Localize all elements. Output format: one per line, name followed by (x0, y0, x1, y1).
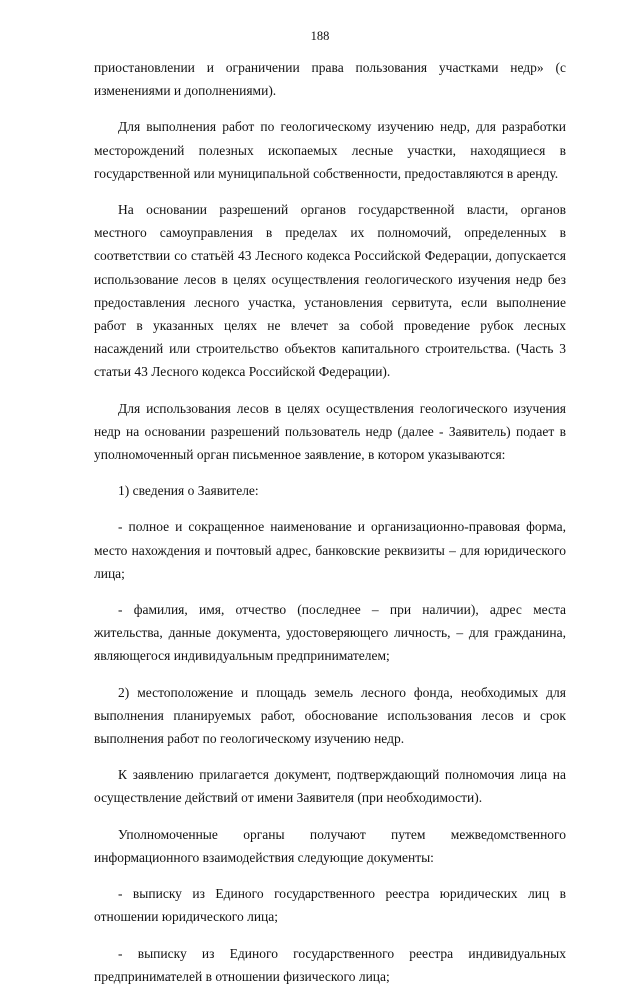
list-item: - фамилия, имя, отчество (последнее – при наличии), адрес места жительства, данные документа, удостоверяющего личность, – для гражданина, являющегося индивидуальным предпринимателем; (94, 602, 566, 664)
paragraph: На основании разрешений органов государственной власти, органов местного самоуправления в пределах их полномочий, определенных в соответствии со статьёй 43 Лесного кодекса Российской Федерации, допускается использование лесов в целях осуществления геологического изучения недр без предоставления лесного участка, установления сервитута, если выполнение работ в указанных целях не влечет за собой проведение рубок лесных насаждений или строительство объектов капитального строительства. (Часть 3 статьи 43 Лесного кодекса Российской Федерации). (94, 202, 566, 380)
paragraph: Для использования лесов в целях осуществления геологического изучения недр на основании разрешений пользователь недр (далее - Заявитель) подает в уполномоченный орган письменное заявление, в котором указываются: (94, 400, 566, 463)
page-number: 188 (310, 29, 330, 43)
document-body (94, 56, 566, 1001)
paragraph: приостановлении и ограничении права пользования участками недр» (с изменениями и дополнениями). (94, 60, 566, 99)
paragraph: К заявлению прилагается документ, подтверждающий полномочия лица на осуществление действий от имени Заявителя (при необходимости). (94, 767, 566, 806)
list-item: - выписку из Единого государственного реестра индивидуальных предпринимателей в отношении физического лица; (94, 945, 566, 984)
paragraph: Для выполнения работ по геологическому изучению недр, для разработки месторождений полезных ископаемых лесные участки, находящиеся в государственной или муниципальной собственности, предоставляются в аренду. (94, 119, 566, 181)
list-item: 1) сведения о Заявителе: (118, 483, 259, 499)
list-item: - полное и сокращенное наименование и организационно-правовая форма, место нахождения и почтовый адрес, банковские реквизиты – для юридического лица; (94, 519, 566, 581)
paragraph: Уполномоченные органы получают путем межведомственного информационного взаимодействия следующие документы: (94, 826, 566, 865)
list-item: - выписку из Единого государственного реестра юридических лиц в отношении юридического лица; (94, 886, 566, 925)
list-item: 2) местоположение и площадь земель лесного фонда, необходимых для выполнения планируемых работ, обоснование использования лесов и срок выполнения работ по геологическому изучению недр. (94, 684, 566, 747)
